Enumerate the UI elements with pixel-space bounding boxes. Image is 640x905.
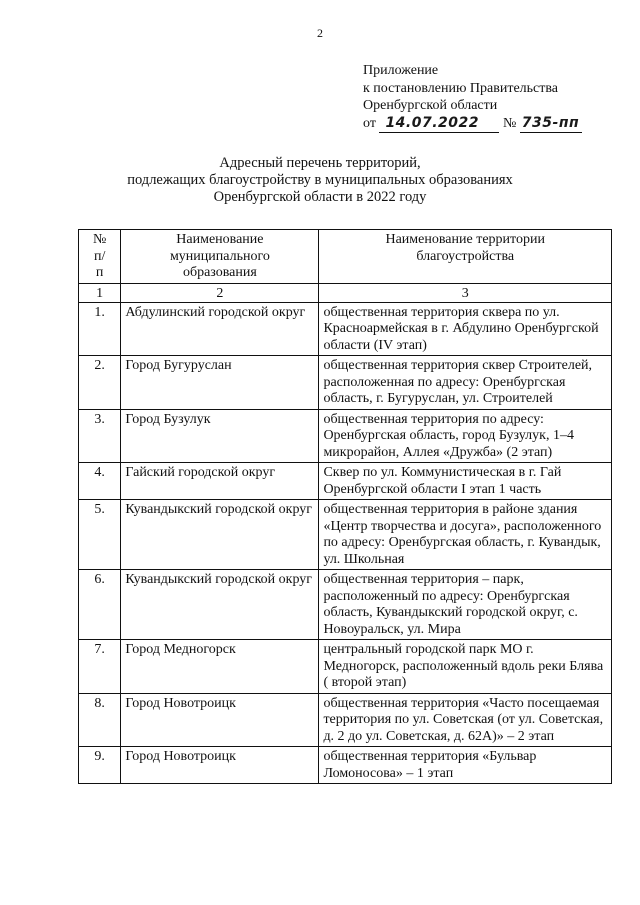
municipality-cell: Город Бузулук [121, 409, 319, 463]
from-label: от [363, 115, 376, 131]
title-line: Адресный перечень территорий, [219, 155, 421, 171]
number-label: № [502, 115, 517, 131]
territory-cell: общественная территория по адресу: Оренбургская область, город Бузулук, 1–4 микрорайон, Аллея «Дружба» (2 этап) [319, 409, 612, 463]
index-cell: 3 [319, 283, 612, 302]
table-row [79, 409, 612, 463]
table-row [79, 570, 612, 640]
municipality-cell: Город Новотроицк [121, 747, 319, 784]
territory-cell: общественная территория «Бульвар Ломоносова» – 1 этап [319, 747, 612, 784]
municipality-cell: Город Бугуруслан [121, 356, 319, 410]
page-number: 2 [317, 26, 323, 40]
territory-cell: центральный городской парк МО г. Медногорск, расположенный вдоль реки Блява ( второй этап) [319, 640, 612, 694]
municipality-cell: Город Медногорск [121, 640, 319, 694]
table-row [79, 356, 612, 410]
table-row [79, 747, 612, 784]
table-header-row [79, 230, 612, 284]
row-number: 4. [79, 463, 121, 500]
table-index-row [79, 283, 612, 302]
row-number: 9. [79, 747, 121, 784]
territory-cell: общественная территория в районе здания «Центр творчества и досуга», расположенного по адресу: Оренбургская область, г. Кувандык, ул. Школьная [319, 500, 612, 570]
index-cell: 2 [121, 283, 319, 302]
territory-cell: общественная территория «Часто посещаемая территория по ул. Советская (от ул. Советская, д. 2 до ул. Советская, д. 62А)» – 2 этап [319, 693, 612, 747]
row-number: 1. [79, 302, 121, 356]
header-num: № п/п [79, 230, 121, 284]
appendix-line: Приложение [363, 63, 439, 78]
territory-cell: общественная территория сквер Строителей, расположенная по адресу: Оренбургская область, г. Бугуруслан, ул. Строителей [319, 356, 612, 410]
appendix-date-line [363, 115, 582, 134]
row-number: 2. [79, 356, 121, 410]
row-number: 8. [79, 693, 121, 747]
territory-cell: общественная территория – парк, расположенный по адресу: Оренбургская область, Кувандыкский городской округ, с. Новоуральск, ул. Мира [319, 570, 612, 640]
territory-cell: Сквер по ул. Коммунистическая в г. Гай Оренбургской области I этап 1 часть [319, 463, 612, 500]
municipality-cell: Гайский городской округ [121, 463, 319, 500]
header-municipality: Наименование муниципального образования [121, 230, 319, 284]
row-number: 7. [79, 640, 121, 694]
row-number: 3. [79, 409, 121, 463]
handwritten-number: 735-пп [520, 115, 582, 134]
table-row [79, 693, 612, 747]
index-cell: 1 [79, 283, 121, 302]
municipality-cell: Абдулинский городской округ [121, 302, 319, 356]
title-line: Оренбургской области в 2022 году [213, 189, 427, 205]
appendix-line: к постановлению Правительства [363, 80, 559, 96]
municipality-cell: Город Новотроицк [121, 693, 319, 747]
appendix-block [363, 62, 582, 133]
table-row [79, 302, 612, 356]
header-territory: Наименование территории благоустройства [319, 230, 612, 284]
territory-cell: общественная территория сквера по ул. Красноармейская в г. Абдулино Оренбургской области (IV этап) [319, 302, 612, 356]
table-row [79, 500, 612, 570]
table-row [79, 463, 612, 500]
row-number: 5. [79, 500, 121, 570]
document-title [0, 155, 640, 206]
table-row [79, 640, 612, 694]
municipality-cell: Кувандыкский городской округ [121, 570, 319, 640]
handwritten-date: 14.07.2022 [379, 115, 499, 134]
municipality-cell: Кувандыкский городской округ [121, 500, 319, 570]
row-number: 6. [79, 570, 121, 640]
title-line: подлежащих благоустройству в муниципальных образованиях [127, 172, 513, 188]
territory-table [78, 229, 612, 784]
appendix-line: Оренбургской области [363, 98, 498, 113]
